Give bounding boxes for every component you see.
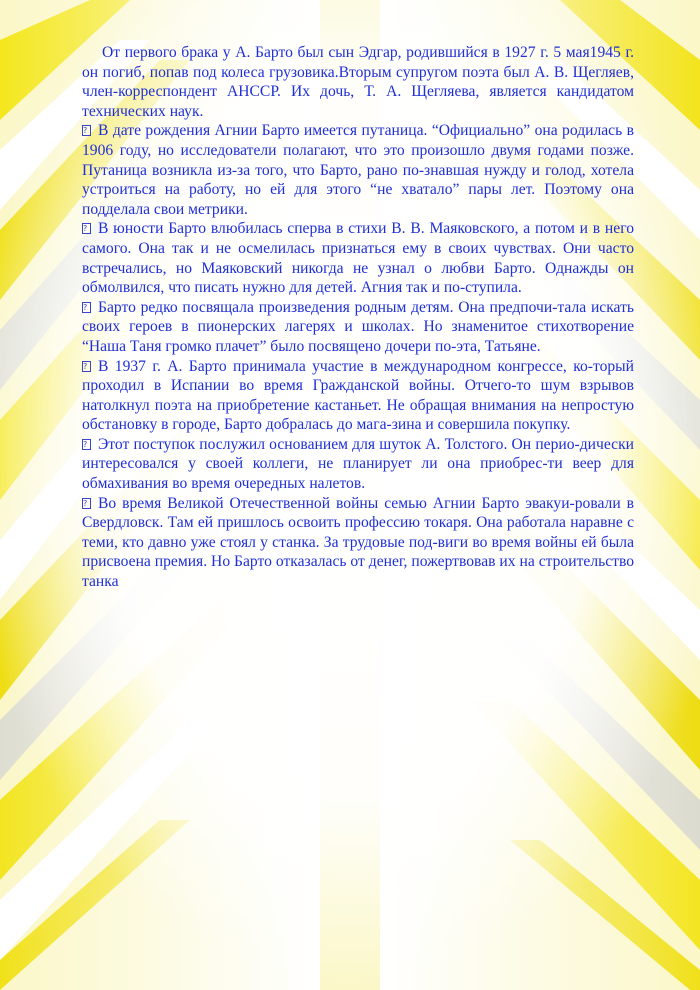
missing-glyph-box-icon	[82, 125, 91, 136]
paragraph-tolstoy-jokes: ?Этот поступок послужил основанием для шуток А. Толстого. Он перио-дически интересовался у своей коллеги, не планирует ли она приобрес-ти веер для обмахивания во время очередных налетов.	[82, 435, 634, 494]
paragraph-dedications: ?Барто редко посвящала произведения родным детям. Она предпочи-тала искать своих героев в пионерских лагерях и школах. Но знаменитое стихотворение “Наша Таня громко плачет” было посвящено дочери по-эта, Татьяне.	[82, 298, 634, 357]
article-text	[82, 43, 634, 592]
missing-glyph-box-icon	[82, 498, 91, 509]
missing-glyph-box-icon	[82, 223, 91, 234]
missing-glyph-box-icon	[82, 361, 91, 372]
missing-glyph-box-icon	[82, 302, 91, 313]
paragraph-birth-date: ?В дате рождения Агнии Барто имеется путаница. “Официально” она родилась в 1906 году, но исследователи полагают, что это произошло двумя годами позже. Путаница возникла из-за того, что Барто, рано по-знавшая нужду и голод, хотела устроиться на работу, но ей для этого “не хватало” пары лет. Поэтому она подделала свои метрики.	[82, 121, 634, 219]
paragraph-intro: От первого брака у А. Барто был сын Эдгар, родившийся в 1927 г. 5 мая1945 г. он погиб, попав под колеса грузовика.Вторым супругом поэта был А. В. Щегляев, член-корреспондент АНССР. Их дочь, Т. А. Щегляева, является кандидатом технических наук.	[82, 44, 634, 120]
paragraph-war-years: ?Во время Великой Отечественной войны семью Агнии Барто эвакуи-ровали в Свердловск. Там ей пришлось освоить профессию токаря. Она работала наравне с теми, кто давно уже стоял у станка. За трудовые под-виги во время войны ей была присвоена премия. Но Барто отказалась от денег, пожертвовав их на строительство танка	[82, 494, 634, 592]
missing-glyph-box-icon	[82, 439, 91, 450]
paragraph-spain-congress: ?В 1937 г. А. Барто принимала участие в международном конгрессе, ко-торый проходил в Испании во время Гражданской войны. Отчего-то шум взрывов натолкнул поэта на приобретение кастаньет. Не обращая внимания на непростую обстановку в городе, Барто добралась до мага-зина и совершила покупку.	[82, 357, 634, 435]
paragraph-mayakovsky: ?В юности Барто влюбилась сперва в стихи В. В. Маяковского, а потом и в него самого. Она так и не осмелилась признаться ему в своих чувствах. Они часто встречались, но Маяковский никогда не узнал о любви Барто. Однажды он обмолвился, что писать нужно для детей. Агния так и по-ступила.	[82, 219, 634, 297]
